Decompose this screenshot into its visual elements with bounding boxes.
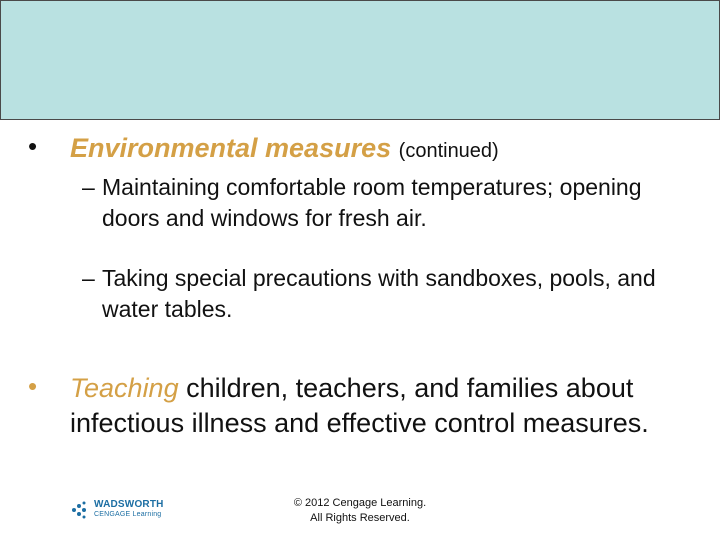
logo-subtext: CENGAGE Learning [94, 511, 162, 518]
rights-line: All Rights Reserved. [310, 512, 410, 524]
bullet-text: children, teachers, and families about infectious illness and effective control measures. [70, 373, 649, 438]
bullet-suffix: (continued) [398, 140, 499, 162]
logo-wordmark: WADSWORTH [94, 499, 164, 510]
wadsworth-logo [70, 496, 180, 524]
bullet-marker: • [28, 371, 38, 401]
sub-text: Maintaining comfortable room temperatures; opening doors and windows for fresh air. [102, 174, 642, 231]
subitem-sandboxes [82, 263, 682, 325]
subitem-room-temperatures [82, 172, 682, 234]
bullet-emphasis: Teaching [70, 373, 179, 403]
sub-text: Taking special precautions with sandboxes, pools, and water tables. [102, 265, 656, 322]
bullet-marker: • [28, 131, 38, 161]
bullet-teaching [70, 371, 690, 441]
sub-dash: – [82, 265, 95, 291]
bullet-environmental-measures [70, 133, 499, 164]
copyright-line: © 2012 Cengage Learning. [293, 497, 427, 509]
slide-title-band [0, 0, 720, 120]
cengage-logo-icon [70, 500, 90, 520]
bullet-emphasis: Environmental measures [70, 133, 392, 163]
sub-dash: – [82, 174, 95, 200]
copyright-notice [250, 496, 470, 526]
